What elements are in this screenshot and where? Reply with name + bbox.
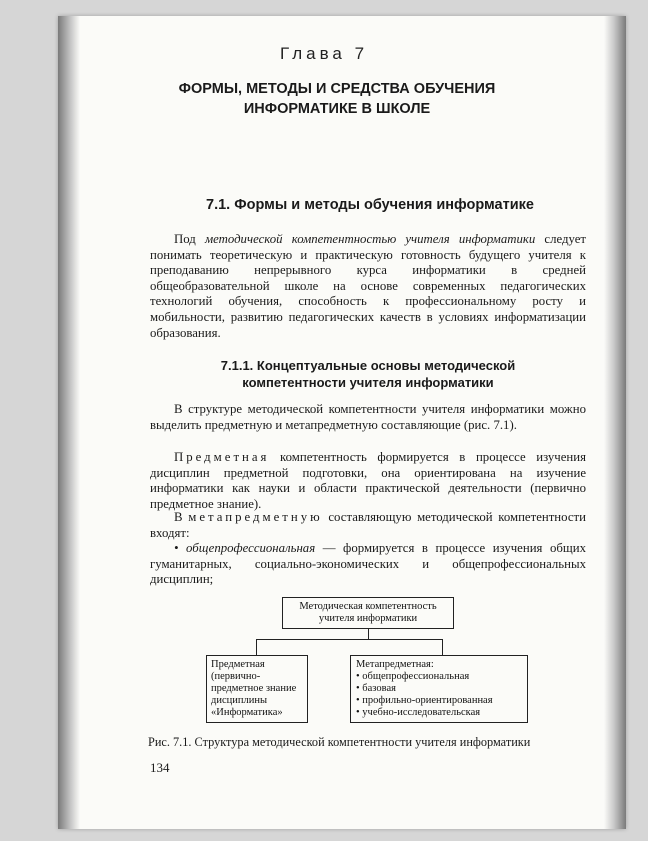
diagram-text: (первично-	[211, 671, 261, 682]
diagram-text: дисциплины	[211, 695, 268, 706]
diagram-text: учителя информатики	[318, 613, 418, 624]
page-number: 134	[150, 760, 170, 775]
connector-line	[256, 639, 257, 655]
spaced-term: метапредметную	[188, 510, 323, 524]
para-text: компетентность формируется в процессе изучения дисциплин предметной подготовки, она ориентирована на изучение информатики как науки и области практической деятельности (первично предметное знание).	[150, 450, 586, 511]
diagram-text: Предметная	[211, 659, 265, 670]
figure-caption: Рис. 7.1. Структура методической компетентности учителя информатики	[148, 735, 531, 749]
diagram-box-metasubject	[350, 655, 528, 723]
subsection-heading	[150, 357, 586, 391]
chapter-title-line-1: ФОРМЫ, МЕТОДЫ И СРЕДСТВА ОБУЧЕНИЯ	[178, 81, 496, 97]
connector-line	[442, 639, 443, 655]
chapter-title	[150, 79, 524, 119]
competence-diagram	[150, 592, 586, 734]
italic-term: методической компетентностью учителя информатики	[204, 232, 536, 246]
page-gutter-shadow-left	[58, 16, 80, 829]
para-text: В	[174, 510, 189, 524]
section-heading: 7.1. Формы и методы обучения информатике	[206, 197, 534, 213]
diagram-text: • общепрофессиональная	[356, 671, 470, 682]
para-text: следует понимать теоретическую и практическую готовность будущего учителя к преподаванию непрерывного курса информатики в средней общеобразовательной школе на основе современных педагогических технологий обучения, способность к профессиональному росту и мобильности, развитию педагогических качеств в условиях информатизации образования.	[150, 232, 586, 340]
para-text: составляющую методической компетентности входят:	[150, 510, 586, 540]
bullet-paragraph	[150, 541, 586, 588]
diagram-text: Методическая компетентность	[299, 601, 437, 612]
para-text: — формируется в процессе изучения общих гуманитарных, социально-экономических и общепрофессиональных дисциплин;	[150, 541, 586, 587]
spaced-term: Предметная	[174, 450, 270, 464]
subsection-heading-line-2: компетентности учителя информатики	[242, 375, 494, 390]
chapter-label: Глава 7	[279, 44, 369, 63]
page-edge-shadow-right	[604, 16, 626, 829]
diagram-text: • учебно-исследовательская	[356, 707, 481, 718]
diagram-text: Метапредметная:	[356, 659, 434, 670]
chapter-title-line-2: ИНФОРМАТИКЕ В ШКОЛЕ	[243, 101, 431, 117]
subsection-paragraph-1: В структуре методической компетентности учителя информатики можно выделить предметную и метапредметную составляющие (рис. 7.1).	[150, 402, 586, 432]
diagram-box-subject	[206, 655, 308, 723]
connector-line	[256, 639, 442, 640]
diagram-text: «Информатика»	[211, 707, 283, 718]
subsection-paragraph-3	[150, 510, 586, 541]
subsection-paragraph-2	[150, 450, 586, 512]
diagram-text: предметное знание	[211, 683, 297, 694]
subsection-heading-line-1: 7.1.1. Концептуальные основы методической	[220, 358, 516, 373]
diagram-text: • базовая	[356, 683, 396, 694]
connector-line	[368, 629, 369, 639]
diagram-box-methodical-competence	[282, 597, 454, 629]
italic-term: • общепрофессиональная	[174, 541, 316, 555]
para-text: Под	[174, 232, 205, 246]
section-paragraph-1	[150, 232, 586, 341]
diagram-text: • профильно-ориентированная	[356, 695, 493, 706]
